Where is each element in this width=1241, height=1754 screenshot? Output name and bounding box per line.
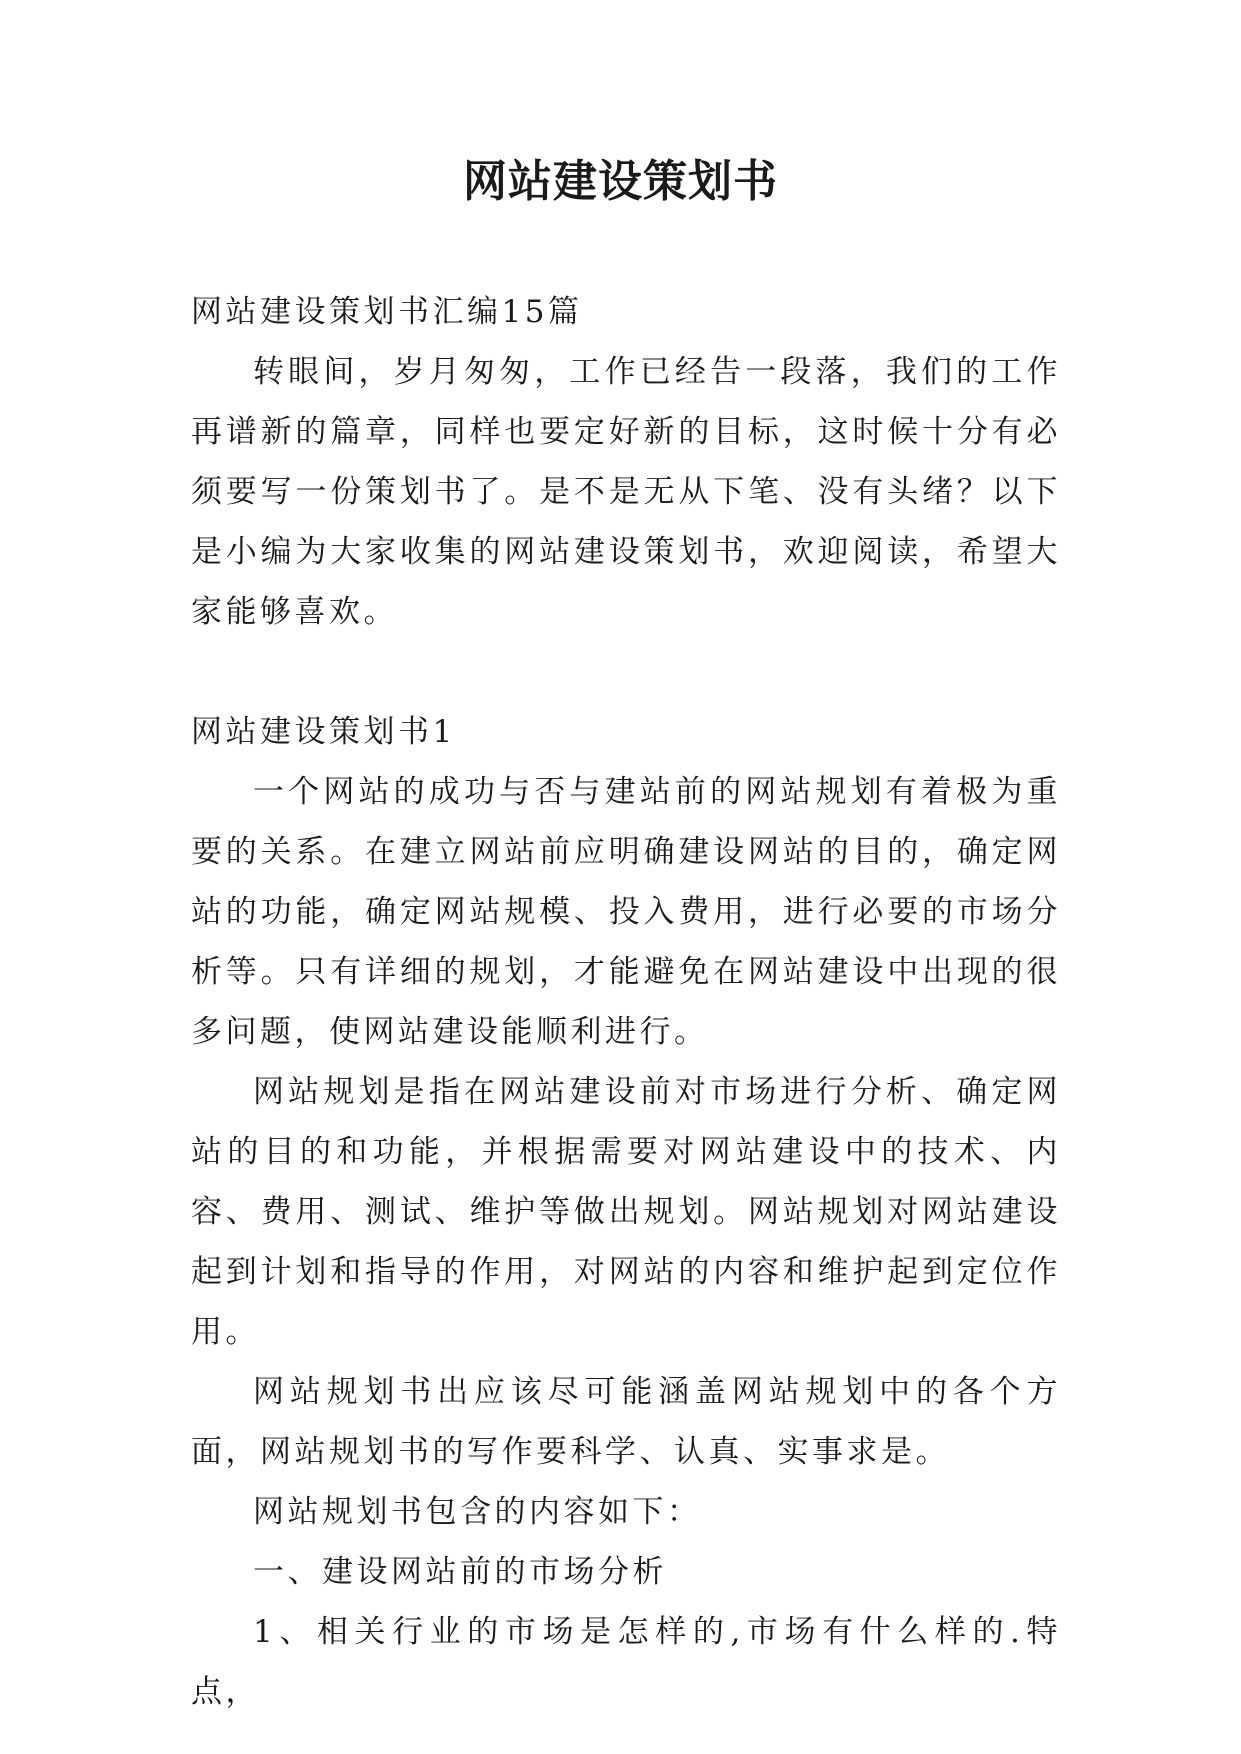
intro-paragraph: 转眼间，岁月匆匆，工作已经告一段落，我们的工作再谱新的篇章，同样也要定好新的目标，这时候十分有必须要写一份策划书了。是不是无从下笔、没有头绪？以下是小编为大家收集的网站建设策划书，欢迎阅读，希望大家能够喜欢。: [191, 354, 1061, 630]
document-title: 网站建设策划书: [463, 156, 778, 207]
outline-item: 1、相关行业的市场是怎样的,市场有什么样的.特点，: [191, 1614, 1061, 1710]
document-body: [191, 282, 1061, 1722]
outline-heading: 一、建设网站前的市场分析: [253, 1554, 667, 1590]
body-paragraph: 网站规划书包含的内容如下：: [253, 1494, 702, 1530]
section-heading: 网站建设策划书1: [191, 714, 456, 750]
body-paragraph: 网站规划书出应该尽可能涵盖网站规划中的各个方面，网站规划书的写作要科学、认真、实事求是。: [191, 1374, 1061, 1470]
body-paragraph: 一个网站的成功与否与建站前的网站规划有着极为重要的关系。在建立网站前应明确建设网站的目的，确定网站的功能，确定网站规模、投入费用，进行必要的市场分析等。只有详细的规划，才能避免在网站建设中出现的很多问题，使网站建设能顺利进行。: [191, 774, 1061, 1050]
body-paragraph: 网站规划是指在网站建设前对市场进行分析、确定网站的目的和功能，并根据需要对网站建设中的技术、内容、费用、测试、维护等做出规划。网站规划对网站建设起到计划和指导的作用，对网站的内容和维护起到定位作用。: [191, 1074, 1061, 1350]
collection-heading: 网站建设策划书汇编15篇: [191, 294, 583, 330]
